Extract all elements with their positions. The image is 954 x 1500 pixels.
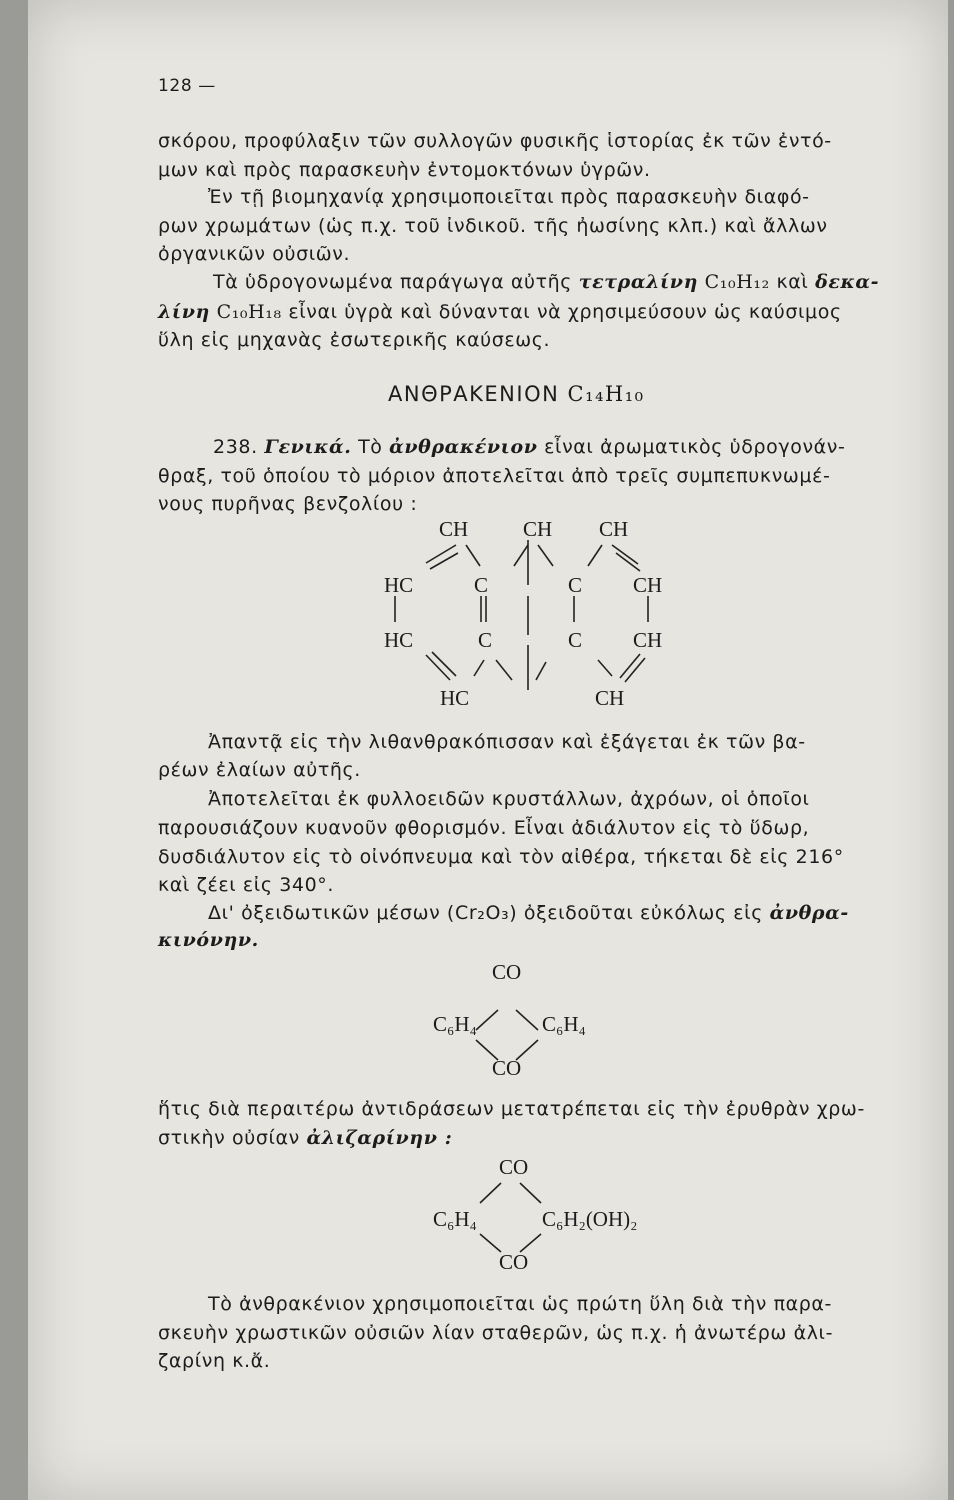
group-co-bottom: CO	[499, 1250, 529, 1274]
term-tetralin: τετραλίνη	[578, 271, 699, 293]
text-line: ὕλη εἰς μηχανὰς ἐσωτερικῆς καύσεως.	[158, 329, 551, 351]
text-segment: εἶναι ἀρωματικὸς ὑδρογονάν-	[544, 436, 846, 458]
text-segment: Τὸ	[358, 436, 383, 458]
atom-ch: CH	[633, 628, 663, 652]
text-line: Ἀπαντᾷ εἰς τὴν λιθανθρακόπισσαν καὶ ἐξάγεται ἐκ τῶν βα-	[208, 731, 806, 753]
alizarin-bonds	[28, 0, 948, 1500]
group-c6h4-left: C₆H₄	[433, 1012, 477, 1036]
text-segment: καὶ	[776, 271, 809, 293]
text-line: ὀργανικῶν οὐσιῶν.	[158, 243, 351, 265]
group-co-top: CO	[492, 960, 522, 984]
atom-c: C	[474, 573, 489, 597]
text-line: ρων χρωμάτων (ὡς π.χ. τοῦ ἰνδικοῦ. τῆς ἠωσίνης κλπ.) καὶ ἄλλων	[158, 215, 828, 237]
section-number: 238.	[213, 436, 258, 458]
page-number: 128 —	[158, 76, 216, 96]
text-line: Ἐν τῇ βιομηχανίᾳ χρησιμοποιεῖται πρὸς παρασκευὴν διαφό-	[208, 186, 810, 208]
atom-ch: CH	[633, 573, 663, 597]
group-co-top: CO	[499, 1155, 529, 1179]
atom-ch: CH	[439, 517, 469, 541]
text-segment: Δι' ὀξειδωτικῶν μέσων (Cr₂O₃) ὀξειδοῦται εὐκόλως εἰς	[208, 902, 763, 924]
term-anthraquinone-end: κινόνην.	[158, 929, 259, 951]
text-segment: Τὰ ὑδρογονωμένα παράγωγα αὐτῆς	[213, 271, 573, 293]
text-line: Ἀποτελεῖται ἐκ φυλλοειδῶν κρυστάλλων, ἀχρόων, οἱ ὁποῖοι	[208, 788, 810, 810]
formula-decalin: C₁₀H₁₈	[216, 301, 282, 323]
text-line: ρέων ἐλαίων αὐτῆς.	[158, 759, 361, 781]
term-alizarin: ἀλιζαρίνην :	[306, 1127, 453, 1149]
text-line: ἥτις διὰ περαιτέρω ἀντιδράσεων μετατρέπεται εἰς τὴν ἐρυθρὰν χρω-	[158, 1098, 865, 1120]
term-decalin-end: λίνη	[158, 301, 210, 323]
text-line: παρουσιάζουν κυανοῦν φθορισμόν. Εἶναι ἀδιάλυτον εἰς τὸ ὕδωρ,	[158, 817, 810, 839]
atom-hc: HC	[440, 686, 470, 710]
text-line: νους πυρῆνας βενζολίου :	[158, 493, 418, 515]
atom-hc: HC	[384, 573, 414, 597]
group-c6h2oh2-right: C₆H₂(OH)₂	[542, 1207, 638, 1231]
text-line: σκευὴν χρωστικῶν οὐσιῶν λίαν σταθερῶν, ὡς π.χ. ἡ ἀνωτέρω ἀλι-	[158, 1322, 834, 1344]
heading-title: ΑΝΘΡΑΚΕΝΙΟΝ	[388, 382, 560, 406]
text-line: ζαρίνη κ.ἄ.	[158, 1350, 271, 1372]
atom-c: C	[568, 573, 583, 597]
atom-ch: CH	[595, 686, 625, 710]
text-line: Τὸ ἀνθρακένιον χρησιμοποιεῖται ὡς πρώτη ὕλη διὰ τὴν παρα-	[208, 1293, 832, 1315]
book-page	[28, 0, 948, 1500]
atom-hc: HC	[384, 628, 414, 652]
term-decalin-start: δεκα-	[815, 271, 880, 293]
text-line: καὶ ζέει εἰς 340°.	[158, 874, 335, 896]
text-segment: εἶναι ὑγρὰ καὶ δύνανται νὰ χρησιμεύσουν ὡς καύσιμος	[288, 301, 842, 323]
text-line: μων καὶ πρὸς παρασκευὴν ἐντομοκτόνων ὑγρῶν.	[158, 159, 651, 181]
atom-ch: CH	[523, 517, 553, 541]
text-segment: στικὴν οὐσίαν	[158, 1127, 300, 1149]
group-c6h4-left: C₆H₄	[433, 1207, 477, 1231]
term-anthracene: ἀνθρακένιον	[389, 436, 538, 458]
atom-c: C	[568, 628, 583, 652]
atom-ch: CH	[599, 517, 629, 541]
formula-tetralin: C₁₀H₁₂	[704, 271, 770, 293]
group-co-bottom: CO	[492, 1056, 522, 1080]
text-line: θραξ, τοῦ ὁποίου τὸ μόριον ἀποτελεῖται ἀπὸ τρεῖς συμπεπυκνωμέ-	[158, 465, 831, 487]
text-line: δυσδιάλυτον εἰς τὸ οἰνόπνευμα καὶ τὸν αἰθέρα, τήκεται δὲ εἰς 216°	[158, 846, 844, 868]
heading-formula: C₁₄H₁₀	[567, 382, 645, 406]
section-label: Γενικά.	[264, 436, 352, 458]
text-line: σκόρου, προφύλαξιν τῶν συλλογῶν φυσικῆς ἱστορίας ἐκ τῶν ἐντό-	[158, 130, 832, 152]
group-c6h4-right: C₆H₄	[542, 1012, 586, 1036]
atom-c: C	[478, 628, 493, 652]
term-anthraquinone-start: ἀνθρα-	[769, 902, 849, 924]
